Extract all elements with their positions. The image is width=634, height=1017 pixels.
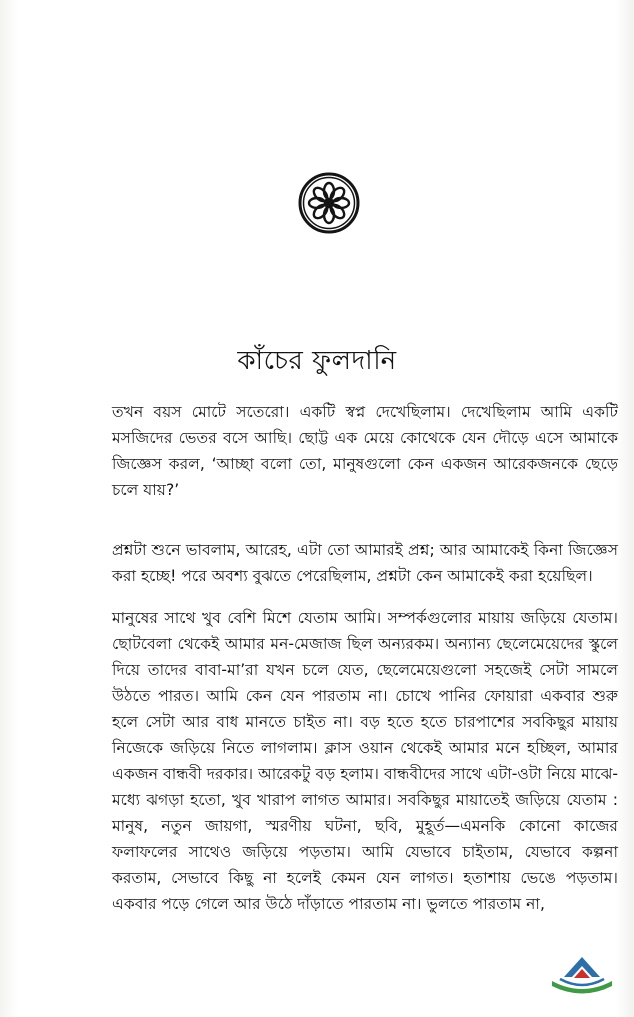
paragraph-2: প্রশ্নটা শুনে ভাবলাম, আরেহ, এটা তো আমারই প্রশ্ন; আর আমাকেই কিনা জিজ্ঞেস করা হচ্ছে! পরে অবশ্য বুঝতে পেরেছিলাম, প্রশ্নটা কেন আমাকেই করা হয়েছিল। <box>112 541 618 585</box>
publisher-logo-icon <box>548 955 616 999</box>
flower-ornament-icon <box>298 172 360 234</box>
paragraph-3: মানুষের সাথে খুব বেশি মিশে যেতাম আমি। সম্পর্কগুলোর মায়ায় জড়িয়ে যেতাম। ছোটবেলা থেকেই আমার মন-মেজাজ ছিল অন্যরকম। অন্যান্য ছেলেমেয়েদের স্কুলে দিয়ে তাদের বাবা-মা’রা যখন চলে যেত, ছেলেমেয়েগুলো সহজেই সেটা সামলে উঠতে পারত। আমি কেন যেন পারতাম না। চোখে পানির ফোয়ারা একবার শুরু হলে সেটা আর বাধ মানতে চাইত না। বড় হতে হতে চারপাশের সবকিছুর মায়ায় নিজেকে জড়িয়ে নিতে লাগলাম। ক্লাস ওয়ান থেকেই আমার মনে হচ্ছিল, আমার একজন বান্ধবী দরকার। আরেকটু বড় হলাম। বান্ধবীদের সাথে এটা-ওটা নিয়ে মাঝে-মধ্যে ঝগড়া হতো, খুব খারাপ লাগত আমার। সবকিছুর মায়াতেই জড়িয়ে যেতাম : মানুষ, নতুন জায়গা, স্মরণীয় ঘটনা, ছবি, মুহূর্ত—এমনকি কোনো কাজের ফলাফলের সাথেও জড়িয়ে পড়তাম। আমি যেভাবে চাইতাম, যেভাবে কল্পনা করতাম, সেভাবে কিছু না হলেই কেমন যেন লাগত। হতাশায় ভেঙে পড়তাম। একবার পড়ে গেলে আর উঠে দাঁড়াতে পারতাম না। ভুলতে পারতাম না, <box>112 609 618 913</box>
chapter-title: কাঁচের ফুলদানি <box>237 346 397 376</box>
paragraph-1: তখন বয়স মোটে সতেরো। একটি স্বপ্ন দেখেছিলাম। দেখেছিলাম আমি একটি মসজিদের ভেতর বসে আছি। ছোট্ট এক মেয়ে কোথেকে যেন দৌড়ে এসে আমাকে জিজ্ঞেস করল, ‘আচ্ছা বলো তো, মানুষগুলো কেন একজন আরেকজনকে ছেড়ে চলে যায়?’ <box>112 403 618 499</box>
